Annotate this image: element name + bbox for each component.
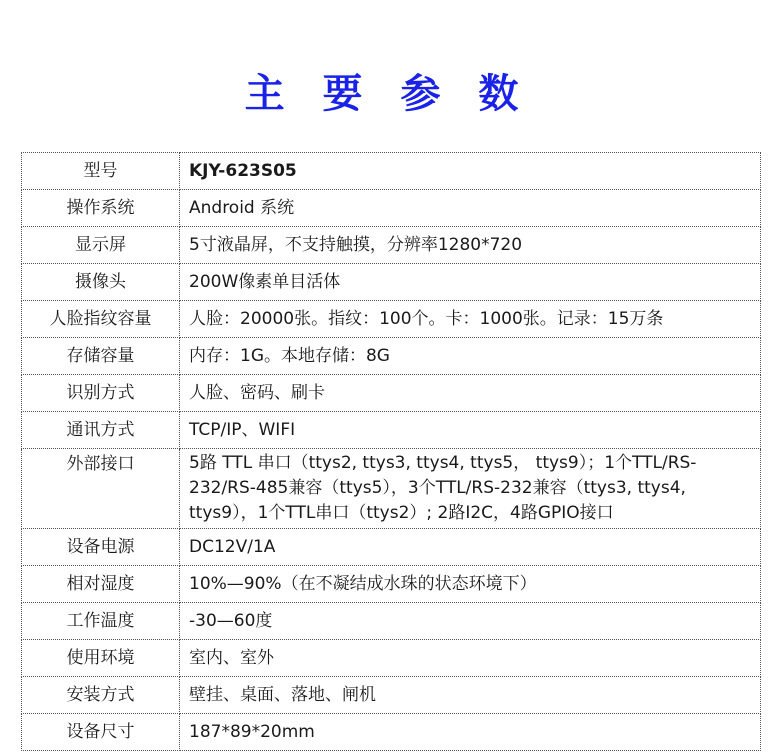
table-row bbox=[22, 412, 761, 449]
row-value: 187*89*20mm bbox=[180, 714, 761, 751]
row-label: 识别方式 bbox=[22, 375, 180, 412]
row-label: 型号 bbox=[22, 153, 180, 190]
row-value: 10%—90%（在不凝结成水珠的状态环境下） bbox=[180, 566, 761, 603]
row-value: -30—60度 bbox=[180, 603, 761, 640]
row-value: Android 系统 bbox=[180, 190, 761, 227]
row-label: 外部接口 bbox=[22, 449, 180, 529]
table-row bbox=[22, 264, 761, 301]
row-value: TCP/IP、WIFI bbox=[180, 412, 761, 449]
table-row bbox=[22, 529, 761, 566]
row-label: 设备电源 bbox=[22, 529, 180, 566]
row-value: 5寸液晶屏，不支持触摸，分辨率1280*720 bbox=[180, 227, 761, 264]
table-row bbox=[22, 153, 761, 190]
table-row bbox=[22, 566, 761, 603]
table-row bbox=[22, 190, 761, 227]
row-label: 操作系统 bbox=[22, 190, 180, 227]
row-value: DC12V/1A bbox=[180, 529, 761, 566]
row-label: 通讯方式 bbox=[22, 412, 180, 449]
table-row bbox=[22, 301, 761, 338]
table-row bbox=[22, 640, 761, 677]
row-value: 内存：1G。本地存储：8G bbox=[180, 338, 761, 375]
table-row bbox=[22, 677, 761, 714]
row-label: 显示屏 bbox=[22, 227, 180, 264]
row-label: 相对湿度 bbox=[22, 566, 180, 603]
row-value: 室内、室外 bbox=[180, 640, 761, 677]
row-label: 人脸指纹容量 bbox=[22, 301, 180, 338]
table-row bbox=[22, 714, 761, 751]
row-value: 200W像素单目活体 bbox=[180, 264, 761, 301]
row-label: 设备尺寸 bbox=[22, 714, 180, 751]
table-row bbox=[22, 449, 761, 529]
row-label: 工作温度 bbox=[22, 603, 180, 640]
row-label: 摄像头 bbox=[22, 264, 180, 301]
row-value: 5路 TTL 串口（ttys2, ttys3, ttys4, ttys5， ttys9）；1个TTL/RS-232/RS-485兼容（ttys5），3个TTL/RS-232兼容（ttys3, ttys4, ttys9），1个TTL串口（ttys2）; 2路I2C，4路GPIO接口 bbox=[180, 449, 761, 529]
row-value: 壁挂、桌面、落地、闸机 bbox=[180, 677, 761, 714]
row-value: 人脸、密码、刷卡 bbox=[180, 375, 761, 412]
row-value: 人脸：20000张。指纹：100个。卡：1000张。记录：15万条 bbox=[180, 301, 761, 338]
row-label: 使用环境 bbox=[22, 640, 180, 677]
table-row bbox=[22, 227, 761, 264]
row-value: KJY-623S05 bbox=[180, 153, 761, 190]
row-label: 安装方式 bbox=[22, 677, 180, 714]
table-row bbox=[22, 375, 761, 412]
spec-table bbox=[21, 152, 761, 751]
table-row bbox=[22, 338, 761, 375]
page-title: 主 要 参 数 bbox=[244, 71, 531, 117]
table-row bbox=[22, 603, 761, 640]
row-label: 存储容量 bbox=[22, 338, 180, 375]
